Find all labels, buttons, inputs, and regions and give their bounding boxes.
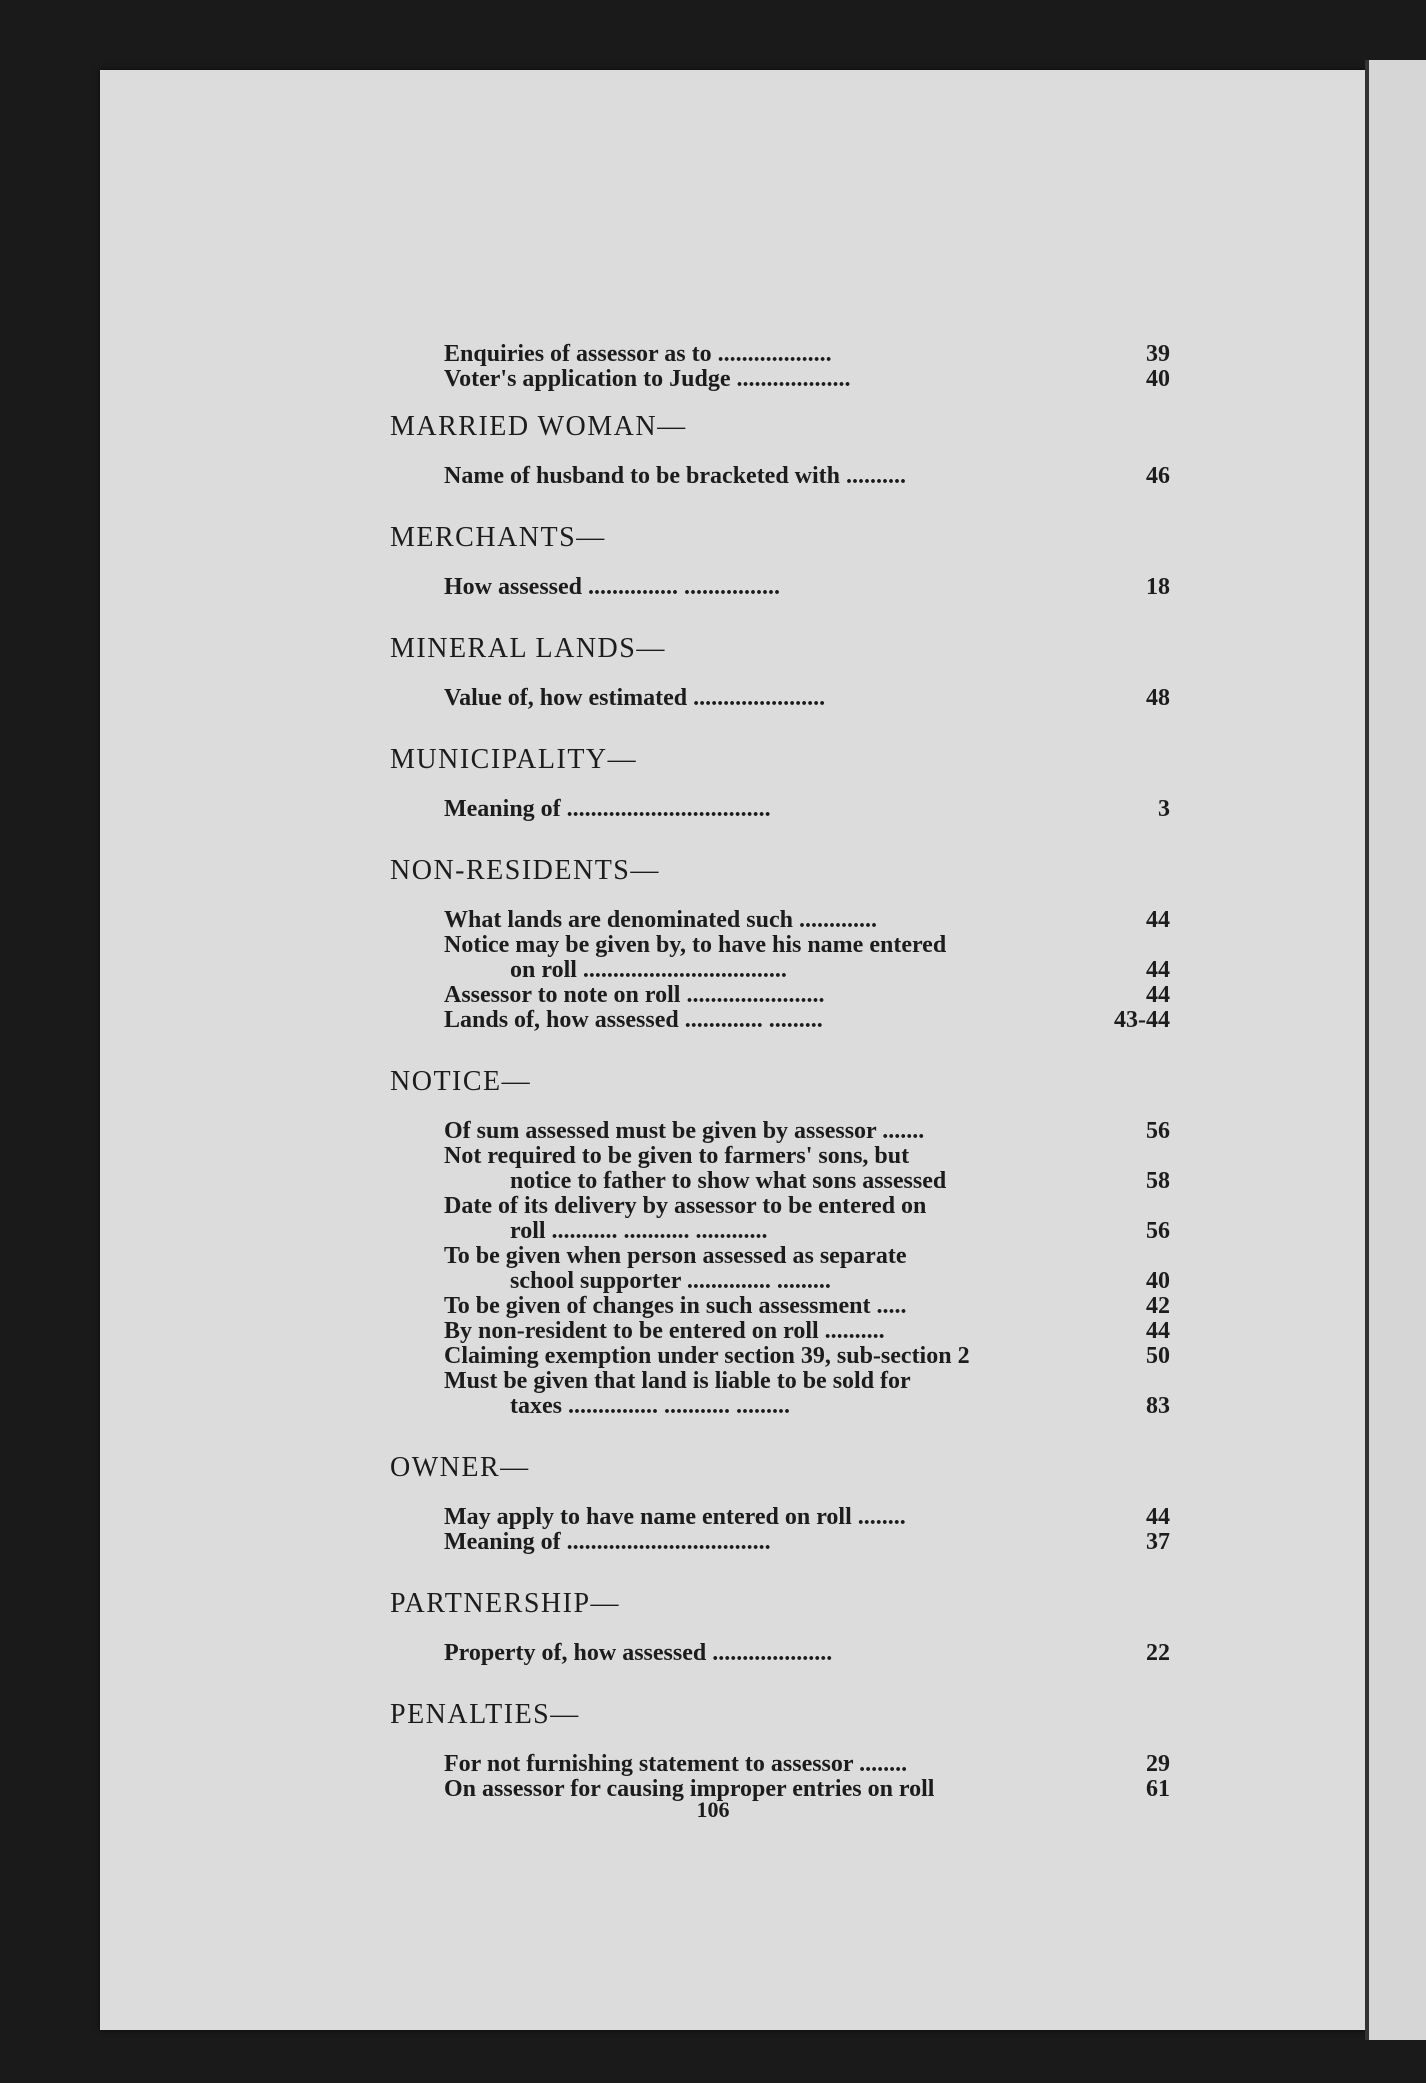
- entry-continuation: school supporter .............. .........: [510, 1268, 831, 1294]
- section-entries: [444, 908, 1170, 1033]
- entry-page-ref: 44: [1146, 982, 1170, 1008]
- entry-line: Claiming exemption under section 39, sub-section 2: [444, 1343, 970, 1369]
- index-entry: [444, 1008, 1170, 1033]
- entry-page-ref: 58: [1146, 1168, 1170, 1194]
- index-entry: [444, 686, 1170, 711]
- entry-page-ref: 40: [1146, 366, 1170, 392]
- entry-line: Property of, how assessed ....................: [444, 1640, 833, 1666]
- entry-text: [444, 1752, 1090, 1777]
- entry-page-ref: 39: [1146, 341, 1170, 367]
- index-entry: [444, 464, 1170, 489]
- entry-line: Value of, how estimated ......................: [444, 685, 826, 711]
- index-section: [390, 1065, 1170, 1437]
- entry-text: [444, 1319, 1090, 1344]
- entry-text: [444, 367, 1090, 392]
- entry-continuation: taxes ............... ........... .........: [510, 1393, 790, 1419]
- index-entry: [444, 1294, 1170, 1319]
- entry-page-ref: 46: [1146, 463, 1170, 489]
- index-entry: [444, 1344, 1170, 1369]
- index-content: [390, 342, 1170, 1834]
- index-sections: [390, 410, 1170, 1820]
- entry-text: [444, 1530, 1090, 1555]
- section-heading: NON-RESIDENTS—: [390, 855, 660, 886]
- entry-page-ref: 3: [1158, 796, 1170, 822]
- entry-text: [444, 1641, 1090, 1666]
- entry-line: Meaning of ..................................: [444, 1529, 771, 1555]
- entry-text: [444, 983, 1090, 1008]
- entry-page-ref: 42: [1146, 1293, 1170, 1319]
- index-entry: [444, 1244, 1170, 1294]
- index-entry: [444, 908, 1170, 933]
- index-entry: [444, 1641, 1170, 1666]
- entry-page-ref: 44: [1146, 1318, 1170, 1344]
- index-entry: [444, 1505, 1170, 1530]
- index-section: [390, 854, 1170, 1051]
- index-entry: [444, 575, 1170, 600]
- entry-line: For not furnishing statement to assessor ........: [444, 1751, 908, 1777]
- entry-page-ref: 22: [1146, 1640, 1170, 1666]
- entry-text: [444, 1119, 1090, 1144]
- entry-line: May apply to have name entered on roll ........: [444, 1504, 906, 1530]
- section-entries: [444, 464, 1170, 489]
- entry-text: [444, 686, 1090, 711]
- entry-line: Voter's application to Judge ...................: [444, 366, 851, 392]
- entry-line: Name of husband to be bracketed with ..........: [444, 463, 907, 489]
- entry-line: Must be given that land is liable to be sold for: [444, 1368, 911, 1394]
- entry-text: [444, 1294, 1090, 1319]
- entry-line: Assessor to note on roll .......................: [444, 982, 825, 1008]
- section-entries: [444, 1505, 1170, 1555]
- entry-text: [444, 575, 1090, 600]
- section-entries: [444, 1641, 1170, 1666]
- entry-page-ref: 61: [1146, 1776, 1170, 1802]
- entry-page-ref: 50: [1146, 1343, 1170, 1369]
- entry-continuation: roll ........... ........... ............: [510, 1218, 768, 1244]
- index-entry: [444, 342, 1170, 367]
- entry-page-ref: 44: [1146, 907, 1170, 933]
- section-heading: OWNER—: [390, 1452, 530, 1483]
- section-entries: [444, 797, 1170, 822]
- index-entry: [444, 797, 1170, 822]
- entry-text: [444, 464, 1090, 489]
- entry-page-ref: 44: [1146, 957, 1170, 983]
- entry-continuation: on roll ..................................: [510, 957, 787, 983]
- index-entry: [444, 1369, 1170, 1419]
- index-entry: [444, 1194, 1170, 1244]
- section-entries: [444, 1119, 1170, 1419]
- adjacent-page-strip: [1369, 60, 1426, 2040]
- pre-entries: [444, 342, 1170, 392]
- entry-line: Not required to be given to farmers' sons, but: [444, 1143, 910, 1169]
- entry-text: [444, 933, 1090, 983]
- entry-page-ref: 48: [1146, 685, 1170, 711]
- index-section: [390, 743, 1170, 840]
- section-entries: [444, 1752, 1170, 1802]
- entry-text: [444, 1144, 1090, 1194]
- entry-line: Meaning of ..................................: [444, 796, 771, 822]
- index-section: [390, 410, 1170, 507]
- entry-page-ref: 56: [1146, 1118, 1170, 1144]
- entry-text: [444, 1505, 1090, 1530]
- entry-continuation: notice to father to show what sons assessed: [510, 1168, 947, 1194]
- index-section: [390, 521, 1170, 618]
- entry-line: Enquiries of assessor as to ...................: [444, 341, 832, 367]
- index-entry: [444, 1319, 1170, 1344]
- entry-text: [444, 1344, 1090, 1369]
- entry-line: Date of its delivery by assessor to be entered on: [444, 1193, 927, 1219]
- index-section: [390, 1451, 1170, 1573]
- entry-line: To be given of changes in such assessment .....: [444, 1293, 907, 1319]
- entry-text: [444, 1008, 1090, 1033]
- entry-line: Notice may be given by, to have his name entered: [444, 932, 947, 958]
- entry-line: Lands of, how assessed ............. .........: [444, 1007, 823, 1033]
- entry-page-ref: 29: [1146, 1751, 1170, 1777]
- entry-line: By non-resident to be entered on roll ..........: [444, 1318, 885, 1344]
- entry-line: To be given when person assessed as separate: [444, 1243, 907, 1269]
- section-entries: [444, 686, 1170, 711]
- section-heading: MINERAL LANDS—: [390, 633, 666, 664]
- section-heading: MERCHANTS—: [390, 522, 606, 553]
- entry-line: How assessed ............... ................: [444, 574, 781, 600]
- entry-text: [444, 1369, 1090, 1419]
- section-heading: MUNICIPALITY—: [390, 744, 638, 775]
- entry-text: [444, 797, 1090, 822]
- index-entry: [444, 983, 1170, 1008]
- index-entry: [444, 1144, 1170, 1194]
- entry-text: [444, 1244, 1090, 1294]
- entry-page-ref: 44: [1146, 1504, 1170, 1530]
- entry-text: [444, 908, 1090, 933]
- entry-line: Of sum assessed must be given by assessor .......: [444, 1118, 925, 1144]
- entry-page-ref: 83: [1146, 1393, 1170, 1419]
- entry-line: What lands are denominated such .............: [444, 907, 877, 933]
- section-heading: MARRIED WOMAN—: [390, 411, 687, 442]
- section-entries: [444, 575, 1170, 600]
- entry-line: On assessor for causing improper entries on roll: [444, 1776, 935, 1802]
- page-number: 106: [696, 1797, 730, 1822]
- entry-text: [444, 342, 1090, 367]
- index-entry: [444, 1752, 1170, 1777]
- index-section: [390, 1587, 1170, 1684]
- entry-page-ref: 43-44: [1114, 1007, 1170, 1033]
- entry-page-ref: 18: [1146, 574, 1170, 600]
- section-heading: PARTNERSHIP—: [390, 1588, 621, 1619]
- index-entry: [444, 1530, 1170, 1555]
- entry-page-ref: 56: [1146, 1218, 1170, 1244]
- entry-text: [444, 1194, 1090, 1244]
- section-heading: NOTICE—: [390, 1066, 532, 1097]
- section-heading: PENALTIES—: [390, 1699, 580, 1730]
- entry-page-ref: 37: [1146, 1529, 1170, 1555]
- index-entry: [444, 933, 1170, 983]
- entry-page-ref: 40: [1146, 1268, 1170, 1294]
- index-entry: [444, 367, 1170, 392]
- index-entry: [444, 1119, 1170, 1144]
- index-section: [390, 632, 1170, 729]
